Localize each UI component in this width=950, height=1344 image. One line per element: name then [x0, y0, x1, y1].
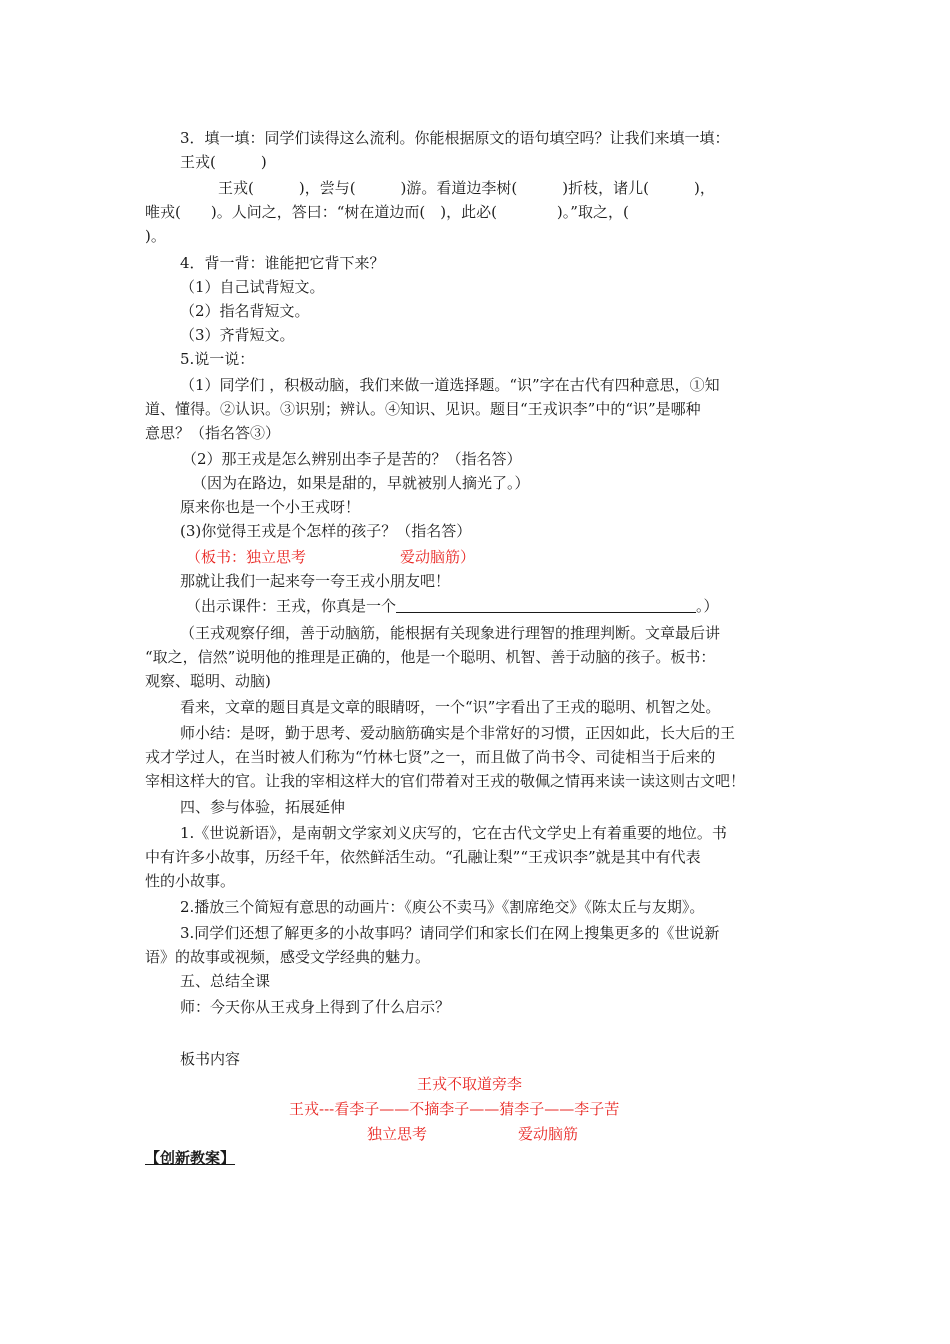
question1-line-3: 意思？（指名答③） [145, 424, 281, 442]
section3-heading: 王戎( ) [180, 153, 267, 171]
question2-answer: （因为在路边，如果是甜的，早就被别人摘光了。） [192, 474, 530, 492]
part4-p1-line-3: 性的小故事。 [145, 872, 236, 890]
part4-p2: 2.播放三个简短有意思的动画片：《庾公不卖马》《割席绝交》《陈太丘与友期》。 [180, 898, 705, 916]
section4-item-3: （3）齐背短文。 [180, 326, 295, 344]
part5-title: 五、总结全课 [180, 972, 271, 990]
part4-p1-line-1: 1.《世说新语》，是南朝文学家刘义庆写的，它在古代文学史上有着重要的地位。书 [180, 824, 727, 842]
question3: (3)你觉得王戎是个怎样的孩子？（指名答） [180, 522, 472, 540]
section4-item-2: （2）指名背短文。 [180, 302, 310, 320]
part4-p1-line-2: 中有许多小故事，历经千年，依然鲜活生动。“孔融让梨”“王戎识李”就是其中有代表 [145, 848, 701, 866]
board-independent-thinking: 独立思考 [367, 1125, 428, 1143]
section3-fill-line-3: )。 [145, 227, 166, 245]
section3-title: 3．填一填：同学们读得这么流利。你能根据原文的语句填空吗？让我们来填一填： [180, 129, 730, 147]
question1-line-2: 道、懂得。②认识。③识别；辨认。④知识、见识。题目“王戎识李”中的“识”是哪种 [145, 400, 701, 418]
teacher-summary-line-3: 宰相这样大的官。让我的宰相这样大的官们带着对王戎的敬佩之情再来读一读这则古文吧！ [145, 772, 746, 790]
section4-title: 4．背一背：谁能把它背下来？ [180, 254, 385, 272]
part4-title: 四、参与体验，拓展延伸 [180, 798, 346, 816]
innovative-lesson-heading: 【创新教案】 [145, 1149, 236, 1167]
board-active-brain: 爱动脑筋 [518, 1125, 579, 1143]
board-label: 板书内容 [180, 1050, 241, 1068]
courseware-suffix: 。） [696, 597, 719, 615]
section3-fill-line-1: 王戎( )，尝与( )游。看道边李树( )折枝，诸儿( )， [218, 179, 715, 197]
summary-line-2: “取之，信然”说明他的推理是正确的，他是一个聪明、机智、善于动脑的孩子。板书： [145, 648, 716, 666]
teacher-summary-line-1: 师小结：是呀，勤于思考、爱动脑筋确实是个非常好的习惯，正因如此，长大后的王 [180, 724, 736, 742]
board-chain: 王戎---看李子——不摘李子——猜李子——李子苦 [289, 1100, 620, 1118]
board-title: 王戎不取道旁李 [417, 1075, 523, 1093]
part4-p3-line-2: 语》的故事或视频，感受文学经典的魅力。 [145, 948, 431, 966]
eyes-line: 看来，文章的题目真是文章的眼睛呀，一个“识”字看出了王戎的聪明、机智之处。 [180, 698, 721, 716]
question1-line-1: （1）同学们 ，积极动脑，我们来做一道选择题。“识”字在古代有四种意思，①知 [180, 376, 720, 394]
courseware-blank [396, 597, 696, 615]
praise-line: 那就让我们一起来夸一夸王戎小朋友吧！ [180, 572, 451, 590]
summary-line-3: 观察、聪明、动脑) [145, 672, 271, 690]
section5-title: 5.说一说： [180, 350, 255, 368]
courseware-prefix: （出示课件：王戎，你真是一个 [186, 597, 397, 615]
remark: 原来你也是一个小王戎呀！ [180, 498, 361, 516]
courseware-line [186, 594, 719, 618]
board-note-brain: 爱动脑筋） [400, 548, 476, 566]
question2: （2）那王戎是怎么辨别出李子是苦的？（指名答） [182, 450, 522, 468]
teacher-summary-line-2: 戎才学过人，在当时被人们称为“竹林七贤”之一，而且做了尚书令、司徒相当于后来的 [145, 748, 716, 766]
section3-fill-line-2: 唯戎( )。人问之，答曰：“树在道边而( )，此必( )。”取之，( [145, 203, 629, 221]
summary-line-1: （王戎观察仔细，善于动脑筋，能根据有关现象进行理智的推理判断。文章最后讲 [180, 624, 721, 642]
section4-item-1: （1）自己试背短文。 [180, 278, 325, 296]
part5-teacher-question: 师：今天你从王戎身上得到了什么启示？ [180, 998, 451, 1016]
part4-p3-line-1: 3.同学们还想了解更多的小故事吗？请同学们和家长们在网上搜集更多的《世说新 [180, 924, 720, 942]
board-note-independent: （板书：独立思考 [186, 548, 307, 566]
